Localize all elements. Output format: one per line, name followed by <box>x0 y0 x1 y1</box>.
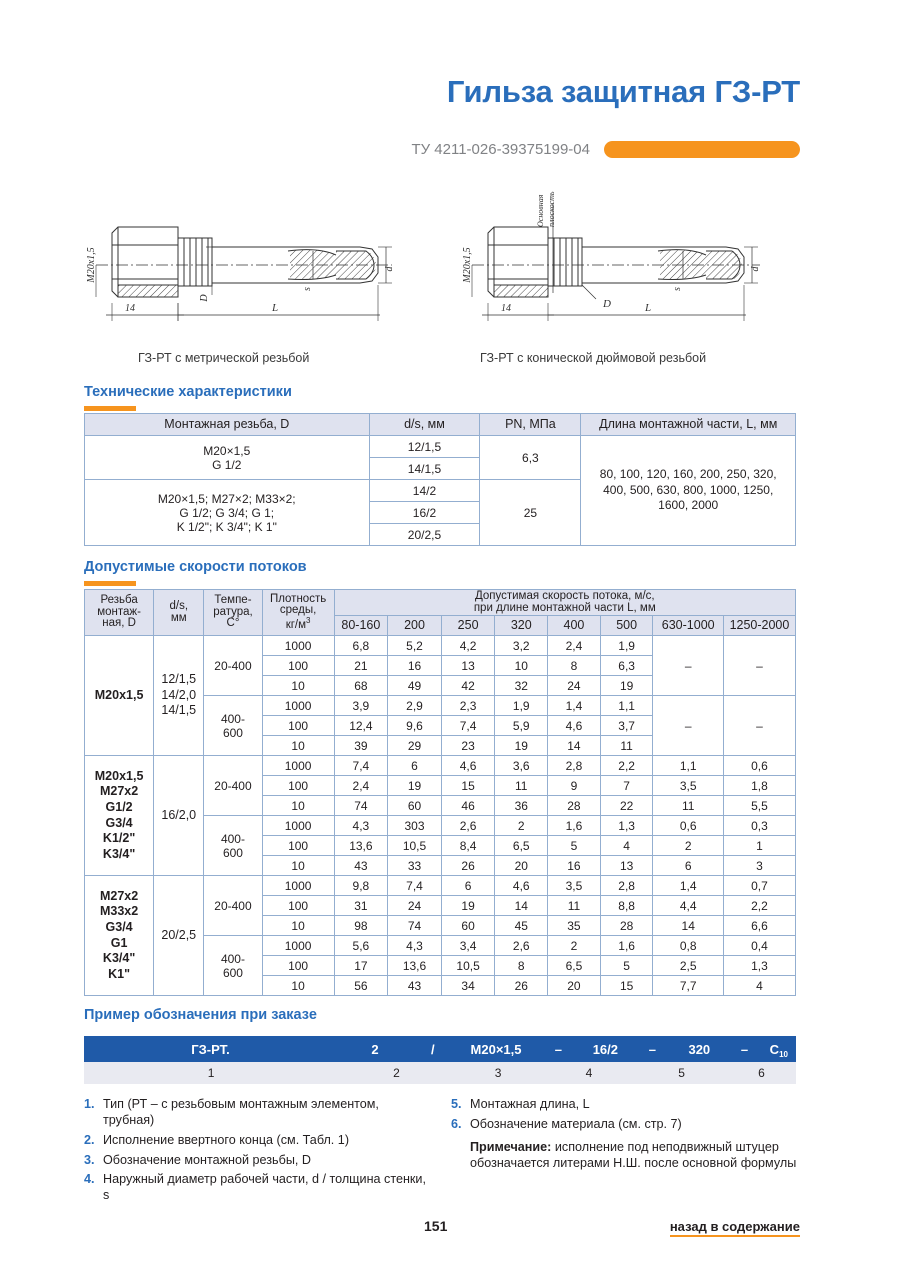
cell-speed: 2,4 <box>548 636 601 656</box>
cell-speed: 19 <box>388 776 442 796</box>
cell-speed: 7,4 <box>441 716 495 736</box>
legend-item-number: 3. <box>84 1152 95 1167</box>
speed-section-rule <box>84 581 136 586</box>
cell-speed: 28 <box>548 796 601 816</box>
table-row <box>85 436 796 458</box>
cell-speed: 2,2 <box>600 756 653 776</box>
cell-speed: 4 <box>600 836 653 856</box>
cell-speed: 20 <box>495 856 548 876</box>
cell-speed: 14 <box>653 916 723 936</box>
cell-speed: 13 <box>441 656 495 676</box>
th-ds: d/s, мм <box>154 590 204 636</box>
cell-speed: 68 <box>334 676 388 696</box>
cell-speed: 2,8 <box>548 756 601 776</box>
order-num-3: 3 <box>494 1066 502 1080</box>
cell-speed: 2 <box>653 836 723 856</box>
cell-speed: 1,3 <box>723 956 795 976</box>
page-header <box>0 0 900 180</box>
cell-speed: 1 <box>723 836 795 856</box>
cell-speed-dash: – <box>723 696 795 756</box>
legend-item-number: 2. <box>84 1132 95 1147</box>
order-dash-1: – <box>554 1041 562 1057</box>
cell-thread-group: M20x1,5 <box>85 636 154 756</box>
label-s-right: s <box>672 287 683 291</box>
cell-temperature: 20-400 <box>204 876 262 936</box>
legend-item-number: 1. <box>84 1097 95 1111</box>
cell-speed: 49 <box>388 676 442 696</box>
th-len-250: 250 <box>441 616 495 636</box>
drawing-caption-left: ГЗ-РТ с метрической резьбой <box>138 351 310 365</box>
th-len-500: 500 <box>600 616 653 636</box>
cell-thread-group: M20x1,5 M27x2 G1/2 G3/4 K1/2" K3/4" <box>85 756 154 876</box>
cell-speed: 14 <box>548 736 601 756</box>
cell-speed: 56 <box>334 976 388 996</box>
cell-speed: 12,4 <box>334 716 388 736</box>
cell-ds: 16/2,0 <box>154 756 204 876</box>
legend-note-text: исполнение под неподвижный штуцер обозначается литерами Н.Ш. после основной формулы <box>470 1139 797 1170</box>
cell-speed: 28 <box>600 916 653 936</box>
tech-table-body <box>85 436 796 546</box>
order-dash-2: – <box>648 1041 656 1057</box>
cell-speed: 46 <box>441 796 495 816</box>
cell-speed: 11 <box>548 896 601 916</box>
cell-speed: 2,8 <box>600 876 653 896</box>
label-14-right: 14 <box>501 303 511 314</box>
cell-speed: 2,3 <box>441 696 495 716</box>
cell-speed: 8,8 <box>600 896 653 916</box>
label-base-plane-2: плоскость <box>547 191 556 227</box>
cell-speed: 3,4 <box>441 936 495 956</box>
cell-speed: 4,3 <box>334 816 388 836</box>
label-L-left: L <box>272 302 279 314</box>
cell-density: 100 <box>262 836 334 856</box>
drawing-caption-right: ГЗ-РТ с конической дюймовой резьбой <box>480 351 707 365</box>
page-title: Гильза защитная ГЗ-РТ <box>446 74 800 109</box>
flow-speed-table <box>84 589 796 996</box>
cell-density: 10 <box>262 856 334 876</box>
cell-speed: 3 <box>723 856 795 876</box>
cell-speed: 13,6 <box>388 956 442 976</box>
cell-speed: 13 <box>600 856 653 876</box>
cell-speed: 7,7 <box>653 976 723 996</box>
cell-speed: 74 <box>388 916 442 936</box>
back-to-contents-link[interactable]: назад в содержание <box>670 1219 800 1237</box>
order-type: ГЗ-РТ. <box>191 1041 230 1057</box>
cell-speed: 6,8 <box>334 636 388 656</box>
tu-code: ТУ 4211-026-39375199-04 <box>411 141 590 158</box>
cell-speed: 17 <box>334 956 388 976</box>
legend-item <box>451 1117 800 1133</box>
speed-table-body <box>85 636 796 996</box>
cell-speed: 26 <box>441 856 495 876</box>
cell-ds-14-2: 14/2 <box>369 480 480 502</box>
cell-density: 10 <box>262 736 334 756</box>
cell-speed: 11 <box>495 776 548 796</box>
cell-ds: 12/1,5 14/2,0 14/1,5 <box>154 636 204 756</box>
tech-section-heading <box>84 385 292 411</box>
legend-item-text: Наружный диаметр рабочей части, d / толщина стенки, s <box>103 1172 426 1203</box>
legend-item <box>84 1153 433 1169</box>
order-field-3: M20×1,5 <box>470 1041 522 1057</box>
cell-speed: 22 <box>600 796 653 816</box>
cell-density: 1000 <box>262 936 334 956</box>
cell-speed: 1,1 <box>653 756 723 776</box>
order-num-1: 1 <box>207 1066 215 1080</box>
cell-speed: 11 <box>600 736 653 756</box>
cell-density: 1000 <box>262 816 334 836</box>
cell-speed: 15 <box>441 776 495 796</box>
cell-density: 100 <box>262 956 334 976</box>
table-row <box>85 756 796 776</box>
cell-density: 1000 <box>262 756 334 776</box>
cell-density: 1000 <box>262 696 334 716</box>
th-ds: d/s, мм <box>369 414 480 436</box>
cell-speed: 9 <box>548 776 601 796</box>
subtitle-row <box>411 141 800 158</box>
cell-speed: 5,2 <box>388 636 442 656</box>
cell-speed: 0,7 <box>723 876 795 896</box>
cell-ds-14-1-5: 14/1,5 <box>369 458 480 480</box>
order-field-5: 320 <box>688 1041 711 1057</box>
cell-speed: 23 <box>441 736 495 756</box>
cell-speed: 10 <box>495 656 548 676</box>
speed-table-head <box>85 590 796 636</box>
cell-speed: 5,5 <box>723 796 795 816</box>
label-d-left: d <box>384 266 395 272</box>
cell-speed: 29 <box>388 736 442 756</box>
cell-ds: 20/2,5 <box>154 876 204 996</box>
cell-speed: 5 <box>548 836 601 856</box>
cell-speed: 3,2 <box>495 636 548 656</box>
cell-speed: 9,8 <box>334 876 388 896</box>
cell-density: 1000 <box>262 876 334 896</box>
cell-temperature: 400- 600 <box>204 696 262 756</box>
cell-speed: 19 <box>441 896 495 916</box>
cell-temperature: 400- 600 <box>204 936 262 996</box>
cell-pn-6-3: 6,3 <box>480 436 581 480</box>
order-section-title: Пример обозначения при заказе <box>84 1007 317 1023</box>
cell-speed: 33 <box>388 856 442 876</box>
cell-density: 100 <box>262 656 334 676</box>
cell-temperature: 20-400 <box>204 636 262 696</box>
cell-speed: 4,4 <box>653 896 723 916</box>
cell-speed: 1,3 <box>600 816 653 836</box>
cell-speed-dash: – <box>653 696 723 756</box>
cell-speed: 31 <box>334 896 388 916</box>
cell-density: 10 <box>262 976 334 996</box>
cell-density: 100 <box>262 776 334 796</box>
cell-speed: 19 <box>495 736 548 756</box>
cell-speed: 2,9 <box>388 696 442 716</box>
legend-column-left <box>84 1097 433 1208</box>
cell-speed: 6,5 <box>548 956 601 976</box>
table-row <box>85 876 796 896</box>
th-len-400: 400 <box>548 616 601 636</box>
cell-speed: 16 <box>388 656 442 676</box>
cell-ds-20-2-5: 20/2,5 <box>369 524 480 546</box>
legend-item-text: Тип (РТ – с резьбовым монтажным элементом, трубная) <box>103 1097 379 1127</box>
cell-density: 1000 <box>262 636 334 656</box>
th-len-200: 200 <box>388 616 442 636</box>
cell-speed: 39 <box>334 736 388 756</box>
tech-table-head <box>85 414 796 436</box>
label-s-left: s <box>302 287 313 291</box>
cell-speed: 0,3 <box>723 816 795 836</box>
order-formula-row <box>84 1036 796 1062</box>
cell-density: 10 <box>262 796 334 816</box>
table-row <box>85 636 796 656</box>
cell-speed: 4,6 <box>495 876 548 896</box>
cell-speed: 4,6 <box>441 756 495 776</box>
cell-pn-25: 25 <box>480 480 581 546</box>
cell-density: 10 <box>262 916 334 936</box>
order-example-block <box>84 1036 796 1084</box>
cell-speed: 1,4 <box>653 876 723 896</box>
order-field-6 <box>762 1042 796 1057</box>
cell-thread-group-2: M20×1,5; M27×2; M33×2; G 1/2; G 3/4; G 1; K 1/2"; K 3/4"; K 1" <box>85 480 370 546</box>
label-L-right: L <box>645 302 652 314</box>
cell-speed: 2,6 <box>495 936 548 956</box>
legend-item <box>451 1097 800 1113</box>
cell-speed: 74 <box>334 796 388 816</box>
cell-speed: 1,6 <box>548 816 601 836</box>
tech-section-rule <box>84 406 136 411</box>
legend-item <box>84 1172 433 1204</box>
cell-speed: 4,3 <box>388 936 442 956</box>
cell-speed: 2 <box>495 816 548 836</box>
cell-speed: 8 <box>548 656 601 676</box>
legend-column-right <box>451 1097 800 1208</box>
th-flow-speed-span: Допустимая скорость потока, м/с, при длине монтажной части L, мм <box>334 590 795 616</box>
cell-speed: 6,3 <box>600 656 653 676</box>
cell-speed: 24 <box>388 896 442 916</box>
speed-section-title: Допустимые скорости потоков <box>84 559 307 575</box>
cell-speed: 13,6 <box>334 836 388 856</box>
cell-speed: 1,4 <box>548 696 601 716</box>
cell-speed: 24 <box>548 676 601 696</box>
cell-speed: 3,9 <box>334 696 388 716</box>
cell-speed: 42 <box>441 676 495 696</box>
cell-speed: 1,9 <box>600 636 653 656</box>
cell-temperature: 20-400 <box>204 756 262 816</box>
cell-speed: 0,8 <box>653 936 723 956</box>
table-header-row <box>85 414 796 436</box>
technical-drawings <box>0 185 900 365</box>
cell-density: 100 <box>262 716 334 736</box>
th-temperature: Темпе- ратура, С° <box>204 590 262 636</box>
cell-lengths: 80, 100, 120, 160, 200, 250, 320, 400, 500, 630, 800, 1000, 1250, 1600, 2000 <box>581 436 796 546</box>
cell-speed: 6 <box>388 756 442 776</box>
cell-speed: 1,9 <box>495 696 548 716</box>
cell-speed: 16 <box>548 856 601 876</box>
orange-pill-decoration <box>604 141 800 158</box>
speed-section-heading <box>84 560 307 586</box>
cell-speed: 43 <box>388 976 442 996</box>
th-pn: PN, МПа <box>480 414 581 436</box>
cell-speed: 10,5 <box>441 956 495 976</box>
cell-speed: 3,5 <box>653 776 723 796</box>
legend-item-number: 5. <box>451 1097 462 1111</box>
th-length: Длина монтажной части, L, мм <box>581 414 796 436</box>
legend-item-text: Монтажная длина, L <box>470 1097 590 1111</box>
cell-speed: 20 <box>548 976 601 996</box>
order-field-6-base: C <box>769 1041 780 1057</box>
cell-density: 10 <box>262 676 334 696</box>
cell-speed: 14 <box>495 896 548 916</box>
table-header-row <box>85 590 796 616</box>
cell-speed: 6,5 <box>495 836 548 856</box>
cell-speed: 60 <box>441 916 495 936</box>
cell-speed: 32 <box>495 676 548 696</box>
th-density: Плотность среды, $кг/м^3$ <box>262 590 334 636</box>
order-field-4: 16/2 <box>592 1041 618 1057</box>
cell-speed: 4,2 <box>441 636 495 656</box>
th-thread-mount: Резьба монтаж- ная, D <box>85 590 154 636</box>
cell-thread-group-1: M20×1,5 G 1/2 <box>85 436 370 480</box>
cell-speed: 2 <box>548 936 601 956</box>
legend-note-label: Примечание: <box>470 1139 552 1154</box>
page-number: 151 <box>424 1218 448 1234</box>
label-D-right: D <box>603 298 611 310</box>
cell-speed: 45 <box>495 916 548 936</box>
order-num-5: 5 <box>678 1066 685 1080</box>
cell-speed: 9,6 <box>388 716 442 736</box>
cell-ds-16-2: 16/2 <box>369 502 480 524</box>
cell-speed: 4 <box>723 976 795 996</box>
cell-speed: 5,6 <box>334 936 388 956</box>
cell-speed: 2,2 <box>723 896 795 916</box>
cell-speed: 19 <box>600 676 653 696</box>
cell-temperature: 400- 600 <box>204 816 262 876</box>
cell-speed: 1,1 <box>600 696 653 716</box>
cell-speed: 1,8 <box>723 776 795 796</box>
cell-speed: 26 <box>495 976 548 996</box>
cell-speed: 36 <box>495 796 548 816</box>
order-num-4: 4 <box>585 1066 593 1080</box>
order-field-6-sub: 10 <box>779 1049 788 1059</box>
order-legend <box>84 1097 800 1208</box>
label-base-plane-1: Основная <box>536 194 545 227</box>
label-thread-left: M20x1,5 <box>86 247 97 283</box>
cell-speed: 3,5 <box>548 876 601 896</box>
th-len-630-1000: 630-1000 <box>653 616 723 636</box>
cell-density: 100 <box>262 896 334 916</box>
order-num-6: 6 <box>758 1066 765 1080</box>
cell-speed: 8 <box>495 956 548 976</box>
legend-item-number: 4. <box>84 1172 95 1187</box>
legend-item-number: 6. <box>451 1116 462 1131</box>
cell-speed: 10,5 <box>388 836 442 856</box>
order-number-row <box>84 1062 796 1084</box>
cell-speed: 0,4 <box>723 936 795 956</box>
cell-ds-12-1-5: 12/1,5 <box>369 436 480 458</box>
order-dash-3: – <box>740 1041 749 1057</box>
legend-item-text: Обозначение монтажной резьбы, D <box>103 1152 311 1167</box>
tech-characteristics-table <box>84 413 796 546</box>
cell-speed: 6 <box>441 876 495 896</box>
label-d-right: d <box>750 266 761 272</box>
cell-speed-dash: – <box>723 636 795 696</box>
cell-speed: 5 <box>600 956 653 976</box>
cell-thread-group: M27x2 M33x2 G3/4 G1 K3/4" K1" <box>85 876 154 996</box>
cell-speed: 2,6 <box>441 816 495 836</box>
cell-speed: 60 <box>388 796 442 816</box>
th-len-80-160: 80-160 <box>334 616 388 636</box>
order-field-2: 2 <box>371 1041 379 1057</box>
label-thread-right: M20x1,5 <box>462 247 473 283</box>
cell-speed: 15 <box>600 976 653 996</box>
cell-speed: 3,7 <box>600 716 653 736</box>
cell-speed: 1,6 <box>600 936 653 956</box>
label-14-left: 14 <box>125 303 135 314</box>
cell-speed: 7,4 <box>388 876 442 896</box>
page-footer <box>0 1218 900 1248</box>
cell-speed: 43 <box>334 856 388 876</box>
order-num-2: 2 <box>393 1066 400 1080</box>
cell-speed: 35 <box>548 916 601 936</box>
legend-item <box>84 1097 433 1129</box>
cell-speed: 21 <box>334 656 388 676</box>
tech-section-title: Технические характеристики <box>84 384 292 400</box>
legend-note <box>470 1140 800 1172</box>
cell-speed: 6,6 <box>723 916 795 936</box>
cell-speed: 2,4 <box>334 776 388 796</box>
cell-speed: 0,6 <box>723 756 795 776</box>
cell-speed: 3,6 <box>495 756 548 776</box>
drawings-svg <box>0 185 900 360</box>
cell-speed: 4,6 <box>548 716 601 736</box>
cell-speed: 6 <box>653 856 723 876</box>
th-thread: Монтажная резьба, D <box>85 414 370 436</box>
legend-item-text: Исполнение ввертного конца (см. Табл. 1) <box>103 1132 350 1147</box>
cell-speed: 7,4 <box>334 756 388 776</box>
cell-speed: 7 <box>600 776 653 796</box>
label-D-left: D <box>199 294 210 302</box>
order-section-heading <box>84 1008 317 1024</box>
cell-speed: 0,6 <box>653 816 723 836</box>
legend-item <box>84 1133 433 1149</box>
cell-speed: 303 <box>388 816 442 836</box>
cell-speed-dash: – <box>653 636 723 696</box>
cell-speed: 34 <box>441 976 495 996</box>
legend-item-text: Обозначение материала (см. стр. 7) <box>470 1116 682 1131</box>
cell-speed: 5,9 <box>495 716 548 736</box>
cell-speed: 2,5 <box>653 956 723 976</box>
order-slash: / <box>430 1041 435 1057</box>
cell-speed: 11 <box>653 796 723 816</box>
th-len-1250-2000: 1250-2000 <box>723 616 795 636</box>
cell-speed: 8,4 <box>441 836 495 856</box>
th-len-320: 320 <box>495 616 548 636</box>
cell-speed: 98 <box>334 916 388 936</box>
